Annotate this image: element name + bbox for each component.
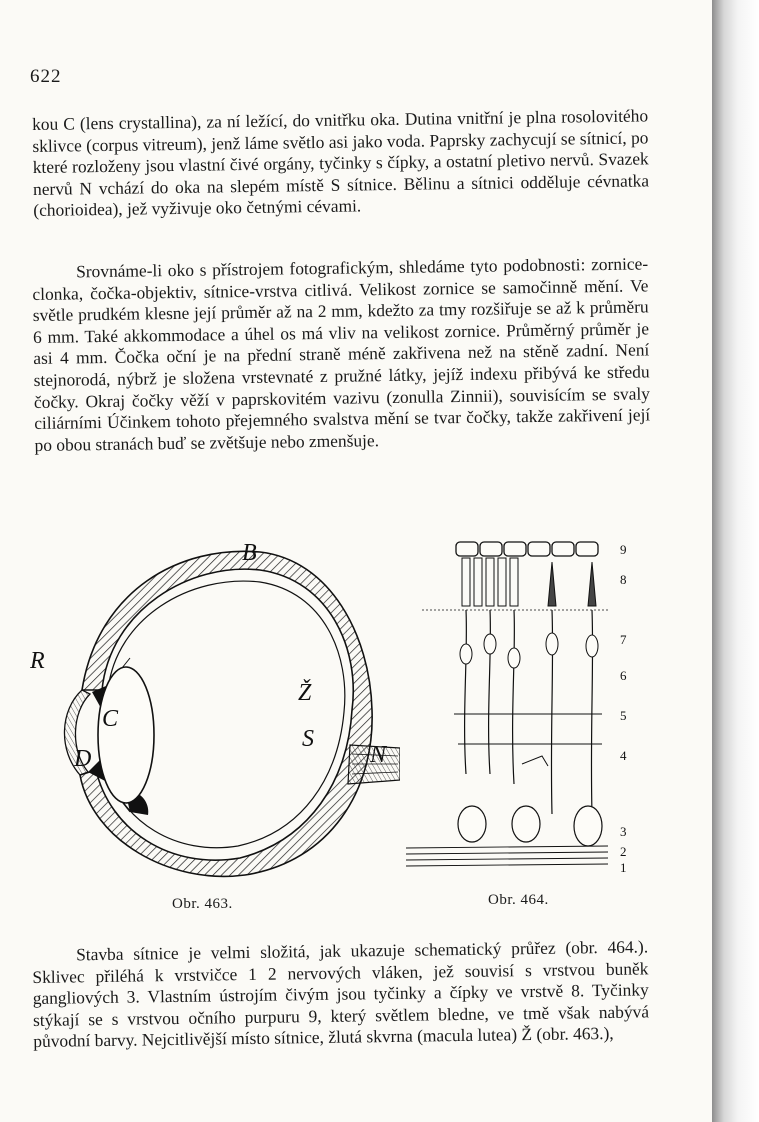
paragraph-2: Srovnáme-li oko s přístrojem fotografickým, shledáme tyto podobnosti: zornice-clonka, čočka-objektiv, sítnice-vrstva citlivá. Velikost zornice se samočinně mění. Ve světle prudkém klesne její průměr až na 2 mm, kdežto za tmy rozšiřuje se až k průměru 6 mm. Také akkommodace a úhel os má vliv na velikost zornice. Průměrný průměr je asi 4 mm. Čočka oční je na přední straně méně zakřivena než na stěně zadní. Není stejnorodá, nýbrž je složena vrstevnaté z pružné látky, jejíž indexu přibývá ke středu čočky. Okraj čočky věží v paprskovitém vazivu (zonulla Zinnii), souvisícím se svaly ciliárními Účinkem tohoto přejemného svalstva mění se tvar čočky, takže zakřivení její po obou stranách buď se zvětšuje nebo zmenšuje. <box>32 253 651 455</box>
pigment-layer <box>456 542 598 556</box>
caption-464: Obr. 464. <box>488 892 549 908</box>
layer-7: 7 <box>620 632 627 647</box>
retina-diagram <box>402 534 642 879</box>
layer-6: 6 <box>620 668 627 683</box>
page-edge <box>712 0 759 1122</box>
eye-diagram <box>30 540 400 900</box>
paragraph-3: Stavba sítnice je velmi složitá, jak ukazuje schematický průřez (obr. 464.). Sklivec přiléhá k vrstvičce 1 2 nervových vláken, jež souvisí s vrstvou buněk gangliových 3. Vlastním ústrojím čivým jsou tyčinky a čípky ve vrstvě 8. Tyčinky stýkají se s vrstvou očního purpuru 9, který světlem bledne, ve tmě však nabývá původní barvy. Nejcitlivější místo sítnice, žlutá skvrna (macula lutea) Ž (obr. 463.), <box>32 936 650 1052</box>
label-C: C <box>102 706 119 732</box>
label-R: R <box>30 648 45 674</box>
label-B: B <box>242 540 257 566</box>
rods-cones <box>462 558 596 606</box>
label-Z: Ž <box>298 680 312 706</box>
layer-9: 9 <box>620 542 627 557</box>
layer-8: 8 <box>620 572 627 587</box>
label-N: N <box>370 742 387 768</box>
layer-3: 3 <box>620 824 627 839</box>
page-number: 622 <box>30 66 62 87</box>
layer-2: 2 <box>620 844 627 859</box>
caption-463: Obr. 463. <box>172 896 233 912</box>
paragraph-1: kou C (lens crystallina), za ní ležící, do vnitřku oka. Dutina vnitřní je plna rosolovitého sklivce (corpus vitreum), jenž láme světlo asi jako voda. Paprsky zachycují se sítnicí, po které rozloženy jsou vlastní čivé orgány, tyčinky s čípky, a ostatní pletivo nervů. Svazek nervů N vchází do oka na slepém místě S sítnice. Bělinu a sítnici odděluje cévnatka (chorioidea), jež vyživuje oko četnými cévami. <box>32 105 650 221</box>
layer-5: 5 <box>620 708 627 723</box>
layer-1: 1 <box>620 860 627 875</box>
label-S: S <box>302 726 314 752</box>
label-D: D <box>74 746 92 772</box>
layer-4: 4 <box>620 748 627 763</box>
lens <box>98 667 154 803</box>
